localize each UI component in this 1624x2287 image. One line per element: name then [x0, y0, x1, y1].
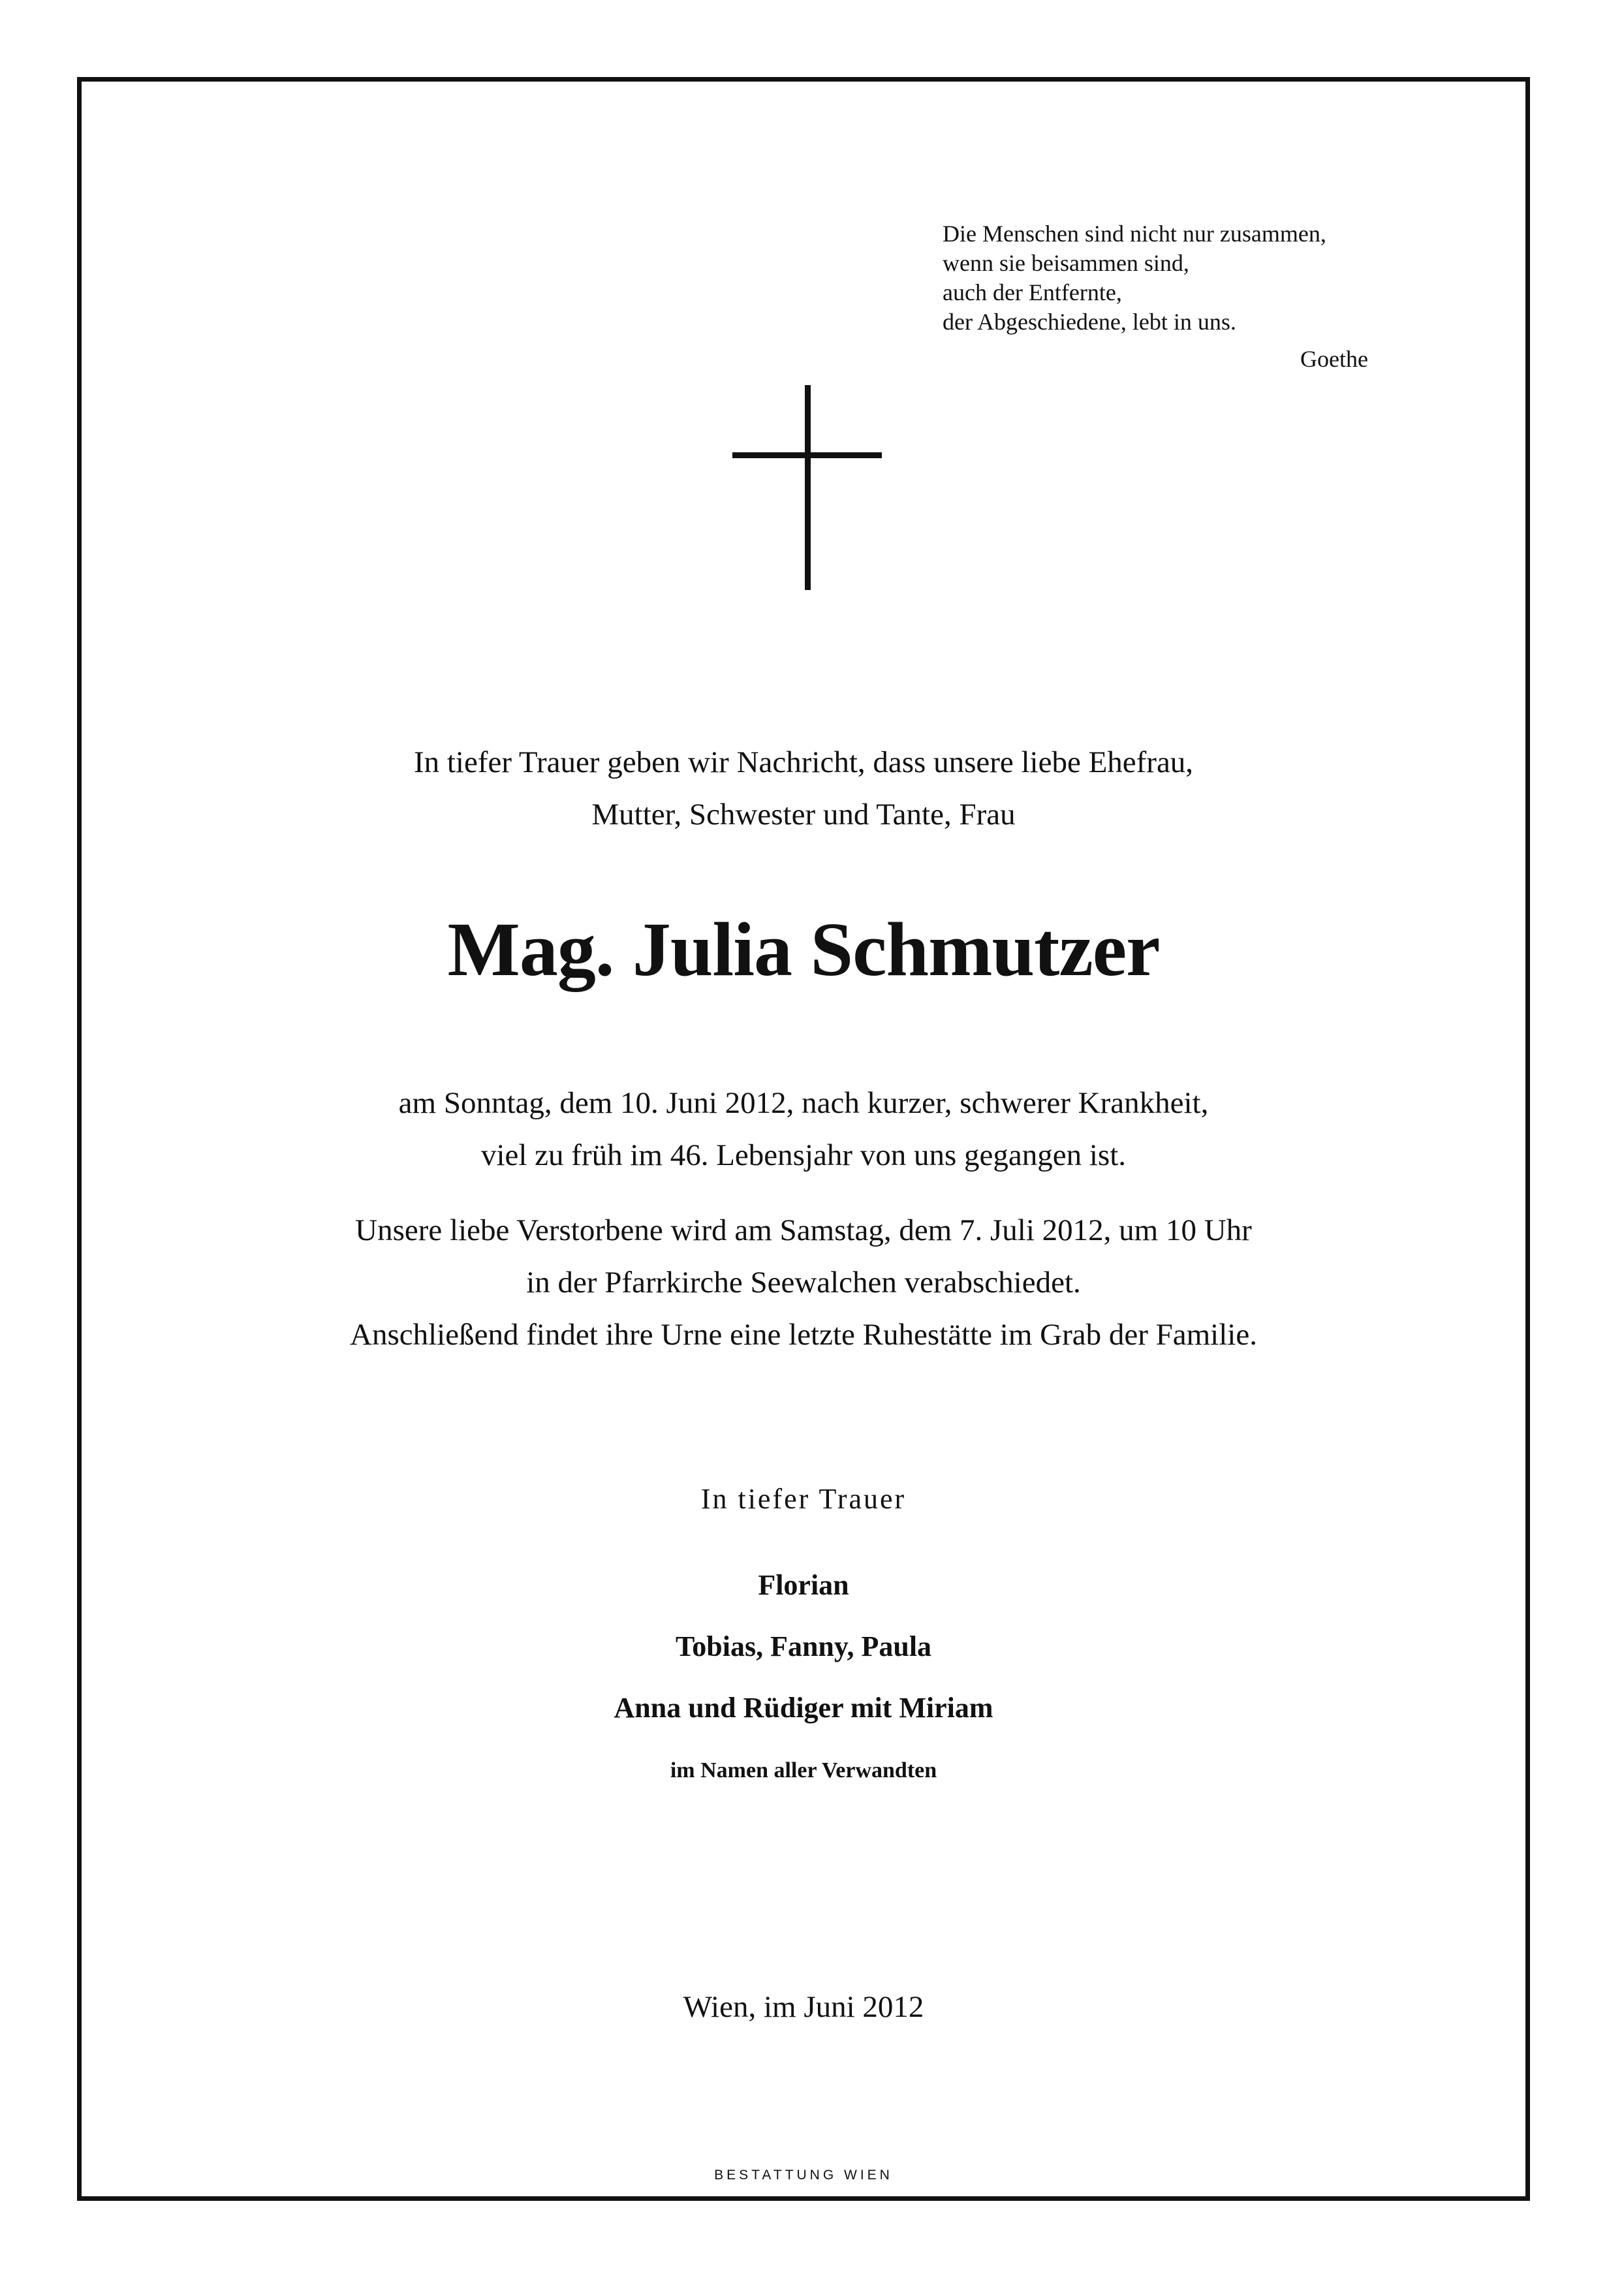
mourner-names — [77, 1555, 1530, 1739]
intro-line: In tiefer Trauer geben wir Nachricht, dass unsere liebe Ehefrau, — [413, 745, 1194, 779]
quote-author: Goethe — [1300, 346, 1368, 372]
quote-line: der Abgeschiedene, lebt in uns. — [943, 309, 1236, 335]
funeral-line: Anschließend findet ihre Urne eine letzte Ruhestätte im Grab der Familie. — [350, 1318, 1257, 1352]
cross-horizontal-bar — [732, 452, 882, 458]
mourner-name: Anna und Rüdiger mit Miriam — [614, 1692, 993, 1724]
relatives-note: im Namen aller Verwandten — [670, 1758, 937, 1782]
announcement-intro — [77, 736, 1530, 841]
deceased-name: Mag. Julia Schmutzer — [447, 907, 1160, 992]
cross-vertical-bar — [805, 385, 811, 590]
funeral-line: Unsere liebe Verstorbene wird am Samstag, dem 7. Juli 2012, um 10 Uhr — [355, 1213, 1252, 1247]
quote-line: auch der Entfernte, — [943, 279, 1122, 305]
mourner-name: Tobias, Fanny, Paula — [675, 1630, 932, 1662]
place-date: Wien, im Juni 2012 — [683, 1990, 924, 2024]
goethe-quote — [943, 219, 1373, 337]
mourner-name: Florian — [758, 1569, 849, 1601]
quote-line: Die Menschen sind nicht nur zusammen, — [943, 221, 1326, 247]
funeral-line: in der Pfarrkirche Seewalchen verabschiedet. — [526, 1266, 1081, 1299]
undertaker-imprint: BESTATTUNG WIEN — [714, 2168, 893, 2183]
death-line: am Sonntag, dem 10. Juni 2012, nach kurzer, schwerer Krankheit, — [398, 1086, 1209, 1120]
death-line: viel zu früh im 46. Lebensjahr von uns gegangen ist. — [480, 1138, 1127, 1172]
quote-line: wenn sie beisammen sind, — [943, 250, 1189, 276]
death-notice — [77, 1077, 1530, 1181]
mourning-closing: In tiefer Trauer — [700, 1483, 907, 1515]
intro-line: Mutter, Schwester und Tante, Frau — [591, 798, 1016, 832]
funeral-notice — [77, 1204, 1530, 1361]
